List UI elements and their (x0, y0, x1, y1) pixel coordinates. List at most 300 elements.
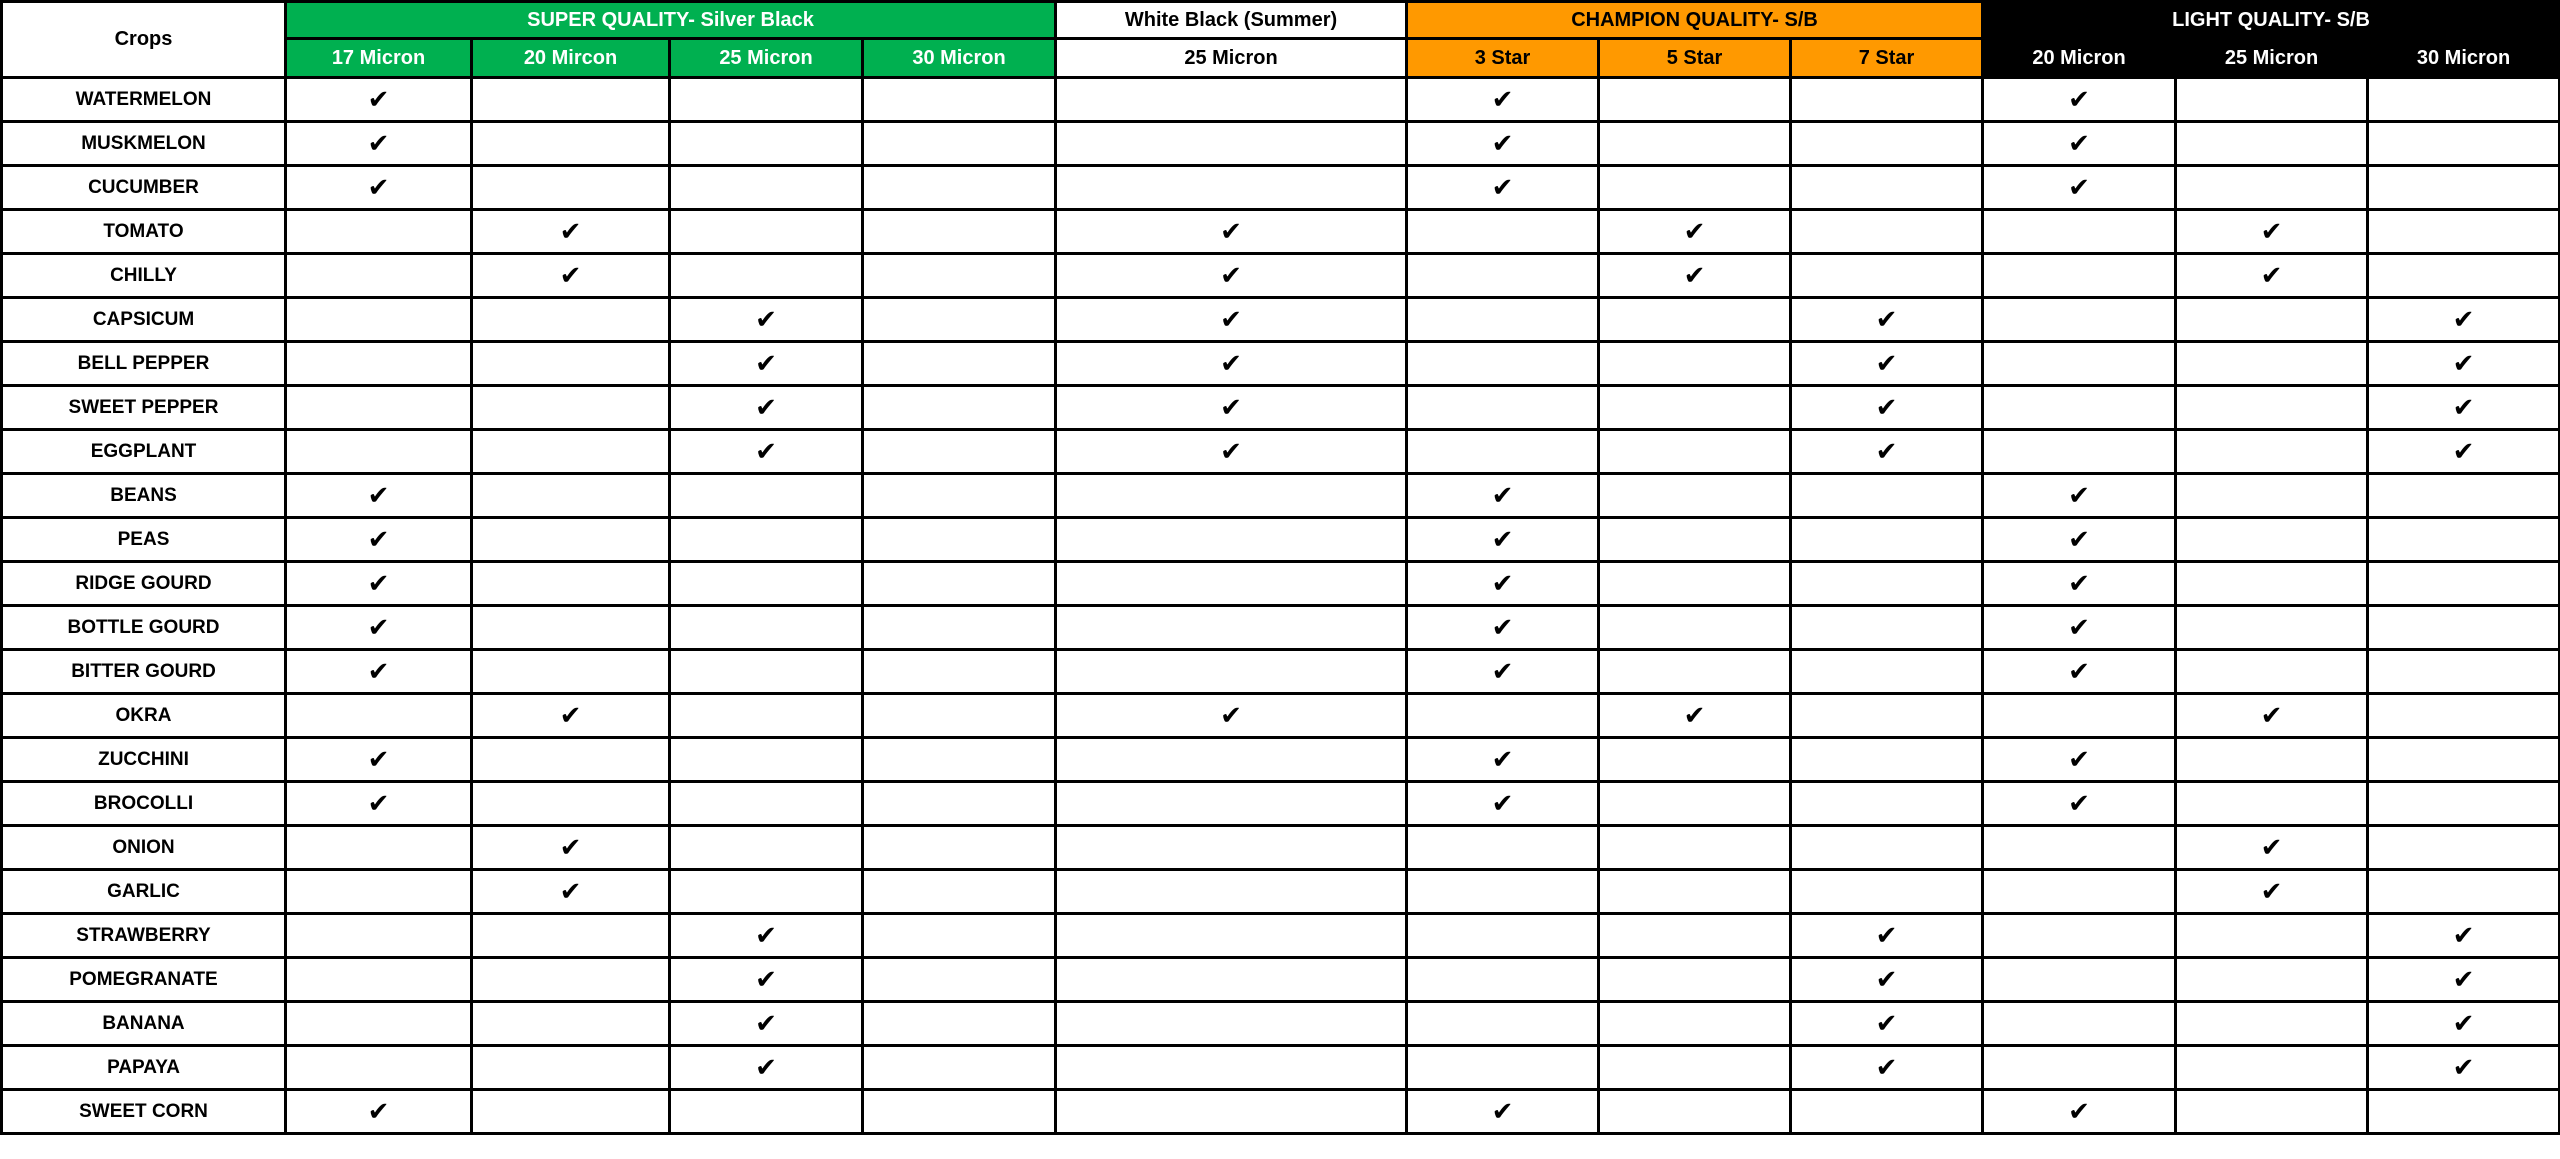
check-mark-icon: ✔ (286, 518, 472, 562)
empty-cell (1056, 1090, 1407, 1134)
empty-cell (1599, 826, 1791, 870)
check-mark-icon: ✔ (1791, 1046, 1983, 1090)
table-row (2, 122, 2560, 166)
empty-cell (2368, 474, 2560, 518)
empty-cell (1056, 782, 1407, 826)
check-mark-icon: ✔ (1407, 782, 1599, 826)
check-mark-icon: ✔ (1407, 606, 1599, 650)
empty-cell (1791, 474, 1983, 518)
empty-cell (1791, 782, 1983, 826)
check-mark-icon: ✔ (1983, 738, 2176, 782)
empty-cell (670, 78, 863, 122)
empty-cell (670, 1090, 863, 1134)
empty-cell (1407, 1002, 1599, 1046)
table-row (2, 958, 2560, 1002)
table-row (2, 782, 2560, 826)
empty-cell (863, 958, 1056, 1002)
empty-cell (1791, 122, 1983, 166)
empty-cell (1056, 958, 1407, 1002)
empty-cell (2368, 870, 2560, 914)
empty-cell (1407, 958, 1599, 1002)
column-header-20-mircon: 20 Mircon (472, 39, 670, 78)
group-header-super-quality-silver-black: SUPER QUALITY- Silver Black (286, 2, 1056, 39)
empty-cell (1407, 254, 1599, 298)
empty-cell (1407, 1046, 1599, 1090)
empty-cell (472, 166, 670, 210)
table-row (2, 826, 2560, 870)
empty-cell (1791, 650, 1983, 694)
column-header-25-micron: 25 Micron (2176, 39, 2368, 78)
empty-cell (2368, 738, 2560, 782)
empty-cell (863, 1090, 1056, 1134)
check-mark-icon: ✔ (1599, 210, 1791, 254)
empty-cell (1791, 254, 1983, 298)
empty-cell (2176, 606, 2368, 650)
empty-cell (472, 606, 670, 650)
empty-cell (863, 1046, 1056, 1090)
empty-cell (1407, 342, 1599, 386)
empty-cell (1983, 298, 2176, 342)
table-row (2, 914, 2560, 958)
empty-cell (1983, 826, 2176, 870)
crop-name: BELL PEPPER (2, 342, 286, 386)
crop-name: CHILLY (2, 254, 286, 298)
crop-name: RIDGE GOURD (2, 562, 286, 606)
check-mark-icon: ✔ (1056, 430, 1407, 474)
empty-cell (2368, 122, 2560, 166)
table-row (2, 298, 2560, 342)
crop-name: MUSKMELON (2, 122, 286, 166)
empty-cell (472, 430, 670, 474)
empty-cell (472, 122, 670, 166)
empty-cell (1056, 474, 1407, 518)
empty-cell (1599, 1002, 1791, 1046)
check-mark-icon: ✔ (286, 474, 472, 518)
crop-name: TOMATO (2, 210, 286, 254)
table-row (2, 694, 2560, 738)
empty-cell (1983, 1002, 2176, 1046)
empty-cell (1791, 826, 1983, 870)
crop-name: PEAS (2, 518, 286, 562)
empty-cell (472, 78, 670, 122)
check-mark-icon: ✔ (1983, 606, 2176, 650)
empty-cell (1056, 914, 1407, 958)
crops-header: Crops (2, 2, 286, 78)
empty-cell (286, 1046, 472, 1090)
check-mark-icon: ✔ (1407, 562, 1599, 606)
empty-cell (1056, 1002, 1407, 1046)
check-mark-icon: ✔ (1791, 386, 1983, 430)
empty-cell (670, 782, 863, 826)
empty-cell (286, 870, 472, 914)
table-row (2, 870, 2560, 914)
check-mark-icon: ✔ (1983, 122, 2176, 166)
empty-cell (2176, 1046, 2368, 1090)
empty-cell (472, 562, 670, 606)
empty-cell (2176, 474, 2368, 518)
empty-cell (286, 914, 472, 958)
empty-cell (2368, 518, 2560, 562)
empty-cell (1791, 606, 1983, 650)
empty-cell (2368, 826, 2560, 870)
empty-cell (1599, 298, 1791, 342)
empty-cell (1599, 914, 1791, 958)
crop-name: OKRA (2, 694, 286, 738)
empty-cell (472, 738, 670, 782)
empty-cell (2368, 562, 2560, 606)
check-mark-icon: ✔ (1407, 738, 1599, 782)
check-mark-icon: ✔ (1407, 650, 1599, 694)
empty-cell (1407, 210, 1599, 254)
empty-cell (1791, 210, 1983, 254)
check-mark-icon: ✔ (1407, 122, 1599, 166)
empty-cell (670, 562, 863, 606)
empty-cell (2176, 78, 2368, 122)
check-mark-icon: ✔ (1983, 166, 2176, 210)
column-header-30-micron: 30 Micron (863, 39, 1056, 78)
empty-cell (670, 650, 863, 694)
empty-cell (1791, 166, 1983, 210)
crop-name: BROCOLLI (2, 782, 286, 826)
crop-name: GARLIC (2, 870, 286, 914)
empty-cell (1983, 914, 2176, 958)
empty-cell (1599, 342, 1791, 386)
check-mark-icon: ✔ (2368, 386, 2560, 430)
empty-cell (1791, 78, 1983, 122)
table-row (2, 562, 2560, 606)
table-row (2, 1090, 2560, 1134)
column-header-17-micron: 17 Micron (286, 39, 472, 78)
check-mark-icon: ✔ (2176, 826, 2368, 870)
empty-cell (863, 738, 1056, 782)
check-mark-icon: ✔ (1407, 518, 1599, 562)
empty-cell (670, 122, 863, 166)
crop-name: STRAWBERRY (2, 914, 286, 958)
empty-cell (1056, 606, 1407, 650)
crop-name: PAPAYA (2, 1046, 286, 1090)
empty-cell (863, 826, 1056, 870)
empty-cell (863, 386, 1056, 430)
empty-cell (1407, 870, 1599, 914)
empty-cell (1599, 518, 1791, 562)
empty-cell (1056, 78, 1407, 122)
empty-cell (1407, 826, 1599, 870)
group-header-champion-quality-s-b: CHAMPION QUALITY- S/B (1407, 2, 1983, 39)
empty-cell (1599, 606, 1791, 650)
empty-cell (1599, 386, 1791, 430)
check-mark-icon: ✔ (2368, 342, 2560, 386)
table-row (2, 1002, 2560, 1046)
empty-cell (2176, 1002, 2368, 1046)
check-mark-icon: ✔ (2368, 1002, 2560, 1046)
table-row (2, 606, 2560, 650)
empty-cell (863, 694, 1056, 738)
empty-cell (2176, 914, 2368, 958)
check-mark-icon: ✔ (286, 1090, 472, 1134)
check-mark-icon: ✔ (286, 782, 472, 826)
crop-name: SWEET CORN (2, 1090, 286, 1134)
empty-cell (2176, 782, 2368, 826)
crop-name: BANANA (2, 1002, 286, 1046)
check-mark-icon: ✔ (1983, 650, 2176, 694)
table-row (2, 474, 2560, 518)
empty-cell (2368, 210, 2560, 254)
empty-cell (472, 1002, 670, 1046)
empty-cell (2176, 738, 2368, 782)
check-mark-icon: ✔ (1983, 518, 2176, 562)
check-mark-icon: ✔ (286, 78, 472, 122)
check-mark-icon: ✔ (670, 386, 863, 430)
empty-cell (472, 386, 670, 430)
check-mark-icon: ✔ (472, 870, 670, 914)
empty-cell (2176, 562, 2368, 606)
column-header-7-star: 7 Star (1791, 39, 1983, 78)
crop-name: CAPSICUM (2, 298, 286, 342)
empty-cell (1407, 386, 1599, 430)
check-mark-icon: ✔ (1056, 210, 1407, 254)
check-mark-icon: ✔ (2176, 870, 2368, 914)
empty-cell (1599, 782, 1791, 826)
check-mark-icon: ✔ (1791, 298, 1983, 342)
column-header-5-star: 5 Star (1599, 39, 1791, 78)
empty-cell (1056, 738, 1407, 782)
empty-cell (863, 782, 1056, 826)
check-mark-icon: ✔ (1791, 914, 1983, 958)
empty-cell (1056, 122, 1407, 166)
check-mark-icon: ✔ (1056, 342, 1407, 386)
empty-cell (863, 430, 1056, 474)
empty-cell (1407, 298, 1599, 342)
check-mark-icon: ✔ (472, 254, 670, 298)
empty-cell (863, 518, 1056, 562)
check-mark-icon: ✔ (1056, 254, 1407, 298)
check-mark-icon: ✔ (1791, 958, 1983, 1002)
empty-cell (1983, 210, 2176, 254)
check-mark-icon: ✔ (286, 738, 472, 782)
check-mark-icon: ✔ (1983, 78, 2176, 122)
empty-cell (2368, 650, 2560, 694)
crop-name: ONION (2, 826, 286, 870)
empty-cell (1599, 650, 1791, 694)
empty-cell (1599, 430, 1791, 474)
table-row (2, 430, 2560, 474)
column-header-30-micron: 30 Micron (2368, 39, 2560, 78)
crop-name: WATERMELON (2, 78, 286, 122)
check-mark-icon: ✔ (1983, 782, 2176, 826)
table-row (2, 386, 2560, 430)
empty-cell (1599, 1046, 1791, 1090)
empty-cell (863, 254, 1056, 298)
table-row (2, 342, 2560, 386)
empty-cell (1791, 694, 1983, 738)
empty-cell (2368, 78, 2560, 122)
table-row (2, 738, 2560, 782)
empty-cell (1056, 1046, 1407, 1090)
check-mark-icon: ✔ (472, 694, 670, 738)
empty-cell (1407, 430, 1599, 474)
empty-cell (1983, 870, 2176, 914)
empty-cell (863, 606, 1056, 650)
empty-cell (1791, 738, 1983, 782)
empty-cell (670, 210, 863, 254)
empty-cell (472, 1090, 670, 1134)
empty-cell (670, 694, 863, 738)
empty-cell (472, 474, 670, 518)
empty-cell (2176, 342, 2368, 386)
check-mark-icon: ✔ (1983, 474, 2176, 518)
empty-cell (286, 430, 472, 474)
empty-cell (2176, 650, 2368, 694)
empty-cell (863, 298, 1056, 342)
check-mark-icon: ✔ (2368, 914, 2560, 958)
empty-cell (1599, 474, 1791, 518)
empty-cell (286, 1002, 472, 1046)
check-mark-icon: ✔ (2368, 1046, 2560, 1090)
empty-cell (1791, 518, 1983, 562)
empty-cell (1407, 914, 1599, 958)
empty-cell (286, 694, 472, 738)
check-mark-icon: ✔ (1407, 474, 1599, 518)
check-mark-icon: ✔ (1056, 386, 1407, 430)
check-mark-icon: ✔ (286, 650, 472, 694)
empty-cell (2176, 430, 2368, 474)
check-mark-icon: ✔ (670, 1046, 863, 1090)
empty-cell (670, 870, 863, 914)
empty-cell (863, 562, 1056, 606)
empty-cell (863, 210, 1056, 254)
check-mark-icon: ✔ (286, 562, 472, 606)
empty-cell (2368, 254, 2560, 298)
check-mark-icon: ✔ (472, 826, 670, 870)
empty-cell (1983, 254, 2176, 298)
table-body (2, 2, 2560, 1134)
empty-cell (1791, 870, 1983, 914)
empty-cell (286, 826, 472, 870)
empty-cell (2176, 518, 2368, 562)
check-mark-icon: ✔ (1056, 298, 1407, 342)
check-mark-icon: ✔ (670, 342, 863, 386)
empty-cell (2176, 298, 2368, 342)
check-mark-icon: ✔ (670, 1002, 863, 1046)
empty-cell (1983, 430, 2176, 474)
empty-cell (1599, 1090, 1791, 1134)
crop-name: POMEGRANATE (2, 958, 286, 1002)
empty-cell (1599, 958, 1791, 1002)
empty-cell (2368, 1090, 2560, 1134)
check-mark-icon: ✔ (2368, 958, 2560, 1002)
empty-cell (472, 650, 670, 694)
check-mark-icon: ✔ (670, 298, 863, 342)
crop-name: SWEET PEPPER (2, 386, 286, 430)
empty-cell (1056, 826, 1407, 870)
empty-cell (2368, 606, 2560, 650)
empty-cell (863, 650, 1056, 694)
empty-cell (670, 826, 863, 870)
empty-cell (670, 606, 863, 650)
crop-name: CUCUMBER (2, 166, 286, 210)
empty-cell (472, 1046, 670, 1090)
check-mark-icon: ✔ (2176, 254, 2368, 298)
check-mark-icon: ✔ (1791, 430, 1983, 474)
empty-cell (1056, 166, 1407, 210)
check-mark-icon: ✔ (1599, 254, 1791, 298)
check-mark-icon: ✔ (1056, 694, 1407, 738)
column-header-25-micron: 25 Micron (1056, 39, 1407, 78)
table-row (2, 78, 2560, 122)
empty-cell (472, 298, 670, 342)
empty-cell (2176, 386, 2368, 430)
crop-name: BITTER GOURD (2, 650, 286, 694)
check-mark-icon: ✔ (1983, 1090, 2176, 1134)
empty-cell (863, 342, 1056, 386)
empty-cell (472, 958, 670, 1002)
check-mark-icon: ✔ (1407, 1090, 1599, 1134)
group-header-light-quality-s-b: LIGHT QUALITY- S/B (1983, 2, 2560, 39)
empty-cell (472, 914, 670, 958)
check-mark-icon: ✔ (1407, 78, 1599, 122)
empty-cell (1983, 1046, 2176, 1090)
empty-cell (286, 298, 472, 342)
group-header-row (2, 2, 2560, 39)
empty-cell (2368, 782, 2560, 826)
empty-cell (863, 474, 1056, 518)
crop-name: EGGPLANT (2, 430, 286, 474)
empty-cell (1056, 650, 1407, 694)
crop-name: BOTTLE GOURD (2, 606, 286, 650)
table-row (2, 650, 2560, 694)
check-mark-icon: ✔ (1791, 1002, 1983, 1046)
empty-cell (863, 78, 1056, 122)
empty-cell (1983, 958, 2176, 1002)
empty-cell (670, 166, 863, 210)
empty-cell (2368, 166, 2560, 210)
empty-cell (2176, 166, 2368, 210)
empty-cell (286, 210, 472, 254)
empty-cell (863, 1002, 1056, 1046)
check-mark-icon: ✔ (670, 958, 863, 1002)
empty-cell (472, 518, 670, 562)
subheader-row (2, 39, 2560, 78)
empty-cell (1791, 562, 1983, 606)
check-mark-icon: ✔ (2368, 298, 2560, 342)
empty-cell (1791, 1090, 1983, 1134)
empty-cell (863, 914, 1056, 958)
crop-name: BEANS (2, 474, 286, 518)
empty-cell (1407, 694, 1599, 738)
column-header-20-micron: 20 Micron (1983, 39, 2176, 78)
empty-cell (2176, 122, 2368, 166)
table-row (2, 166, 2560, 210)
table-row (2, 518, 2560, 562)
check-mark-icon: ✔ (286, 606, 472, 650)
empty-cell (2368, 694, 2560, 738)
check-mark-icon: ✔ (1983, 562, 2176, 606)
check-mark-icon: ✔ (286, 122, 472, 166)
empty-cell (670, 738, 863, 782)
empty-cell (1983, 386, 2176, 430)
check-mark-icon: ✔ (1599, 694, 1791, 738)
empty-cell (1599, 562, 1791, 606)
empty-cell (1599, 122, 1791, 166)
check-mark-icon: ✔ (1407, 166, 1599, 210)
check-mark-icon: ✔ (286, 166, 472, 210)
empty-cell (1056, 870, 1407, 914)
empty-cell (286, 342, 472, 386)
empty-cell (286, 386, 472, 430)
check-mark-icon: ✔ (472, 210, 670, 254)
table-row (2, 254, 2560, 298)
table-row (2, 210, 2560, 254)
